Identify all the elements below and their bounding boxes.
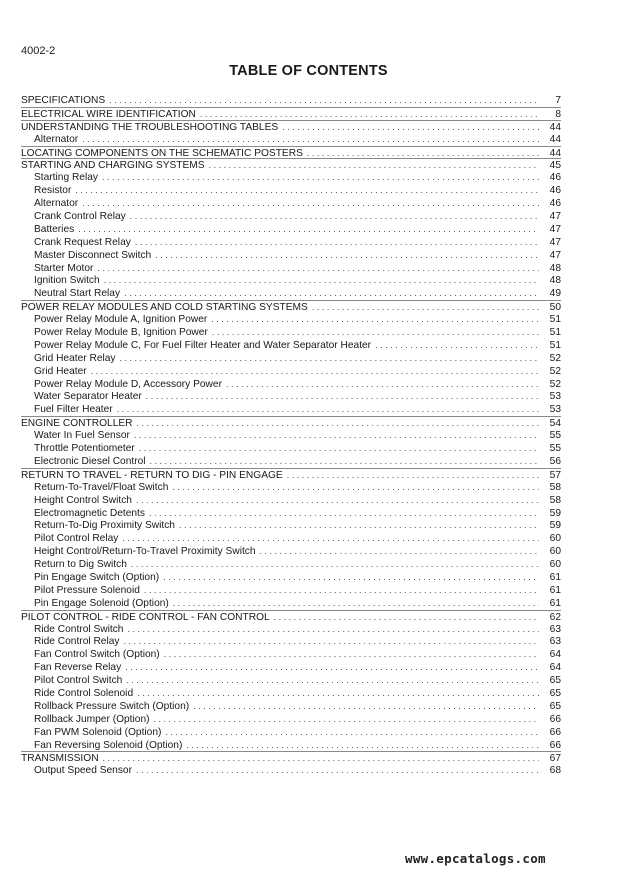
toc-subentry[interactable] bbox=[21, 326, 561, 339]
toc-entry-label: Fan Control Switch (Option) bbox=[34, 649, 160, 661]
toc-subentry[interactable] bbox=[21, 223, 561, 236]
toc-entry-page-number: 51 bbox=[549, 314, 561, 326]
toc-subentry[interactable] bbox=[21, 442, 561, 455]
toc-section-entry[interactable] bbox=[21, 107, 561, 120]
toc-entry-label: Fan Reverse Relay bbox=[34, 662, 122, 674]
dot-leader bbox=[136, 764, 539, 777]
toc-entry-page-number: 46 bbox=[549, 198, 561, 210]
toc-entry-page-number: 64 bbox=[549, 649, 561, 661]
toc-entry-page-number: 60 bbox=[549, 533, 561, 545]
toc-entry-page-number: 63 bbox=[549, 636, 561, 648]
page-title: TABLE OF CONTENTS bbox=[229, 63, 388, 79]
toc-entry-label: Crank Control Relay bbox=[34, 211, 126, 223]
toc-entry-label: Pilot Control Relay bbox=[34, 533, 119, 545]
toc-entry-label: STARTING AND CHARGING SYSTEMS bbox=[21, 160, 205, 172]
toc-subentry[interactable] bbox=[21, 249, 561, 262]
toc-entry-label: Grid Heater Relay bbox=[34, 352, 116, 364]
toc-subentry[interactable] bbox=[21, 558, 561, 571]
toc-subentry[interactable] bbox=[21, 352, 561, 365]
dot-leader bbox=[82, 197, 539, 210]
toc-entry-page-number: 59 bbox=[549, 520, 561, 532]
toc-entry-label: Return to Dig Switch bbox=[34, 559, 127, 571]
toc-entry-label: Power Relay Module A, Ignition Power bbox=[34, 314, 208, 326]
toc-subentry[interactable] bbox=[21, 739, 561, 752]
toc-subentry[interactable] bbox=[21, 726, 561, 739]
toc-entry-label: Pilot Pressure Solenoid bbox=[34, 584, 140, 596]
dot-leader bbox=[127, 623, 539, 636]
toc-subentry[interactable] bbox=[21, 184, 561, 197]
toc-entry-label: Fan Reversing Solenoid (Option) bbox=[34, 739, 183, 751]
dot-leader bbox=[149, 507, 539, 520]
toc-entry-page-number: 46 bbox=[549, 172, 561, 184]
toc-entry-label: Pilot Control Switch bbox=[34, 675, 123, 687]
dot-leader bbox=[120, 352, 539, 365]
toc-entry-label: LOCATING COMPONENTS ON THE SCHEMATIC POSTERS bbox=[21, 147, 303, 159]
toc-section-entry[interactable] bbox=[21, 751, 561, 764]
toc-entry-page-number: 51 bbox=[549, 339, 561, 351]
toc-section-entry[interactable] bbox=[21, 416, 561, 429]
toc-entry-page-number: 61 bbox=[549, 571, 561, 583]
toc-subentry[interactable] bbox=[21, 313, 561, 326]
toc-entry-label: Ride Control Relay bbox=[34, 636, 120, 648]
toc-entry-label: Return-To-Dig Proximity Switch bbox=[34, 520, 175, 532]
toc-entry-page-number: 61 bbox=[549, 597, 561, 609]
toc-entry-label: RETURN TO TRAVEL - RETURN TO DIG - PIN ENGAGE bbox=[21, 469, 283, 481]
dot-leader bbox=[135, 236, 539, 249]
toc-entry-label: Ride Control Solenoid bbox=[34, 687, 134, 699]
toc-entry-page-number: 55 bbox=[549, 443, 561, 455]
toc-subentry[interactable] bbox=[21, 687, 561, 700]
toc-entry-page-number: 68 bbox=[549, 765, 561, 777]
dot-leader bbox=[260, 545, 539, 558]
toc-entry-label: ELECTRICAL WIRE IDENTIFICATION bbox=[21, 108, 196, 120]
toc-entry-label: Power Relay Module B, Ignition Power bbox=[34, 327, 208, 339]
toc-subentry[interactable] bbox=[21, 274, 561, 287]
dot-leader bbox=[139, 442, 539, 455]
toc-entry-page-number: 51 bbox=[549, 327, 561, 339]
toc-entry-page-number: 44 bbox=[549, 147, 561, 159]
dot-leader bbox=[109, 94, 539, 107]
toc-section-entry[interactable] bbox=[21, 94, 561, 107]
table-of-contents bbox=[21, 94, 561, 777]
toc-entry-page-number: 65 bbox=[549, 675, 561, 687]
dot-leader bbox=[91, 365, 539, 378]
toc-entry-label: Height Control/Return-To-Travel Proximity Switch bbox=[34, 546, 256, 558]
toc-entry-page-number: 47 bbox=[549, 249, 561, 261]
toc-subentry[interactable] bbox=[21, 171, 561, 184]
toc-subentry[interactable] bbox=[21, 597, 561, 610]
toc-entry-label: Power Relay Module C, For Fuel Filter Heater and Water Separator Heater bbox=[34, 339, 372, 351]
toc-subentry[interactable] bbox=[21, 236, 561, 249]
toc-subentry[interactable] bbox=[21, 507, 561, 520]
toc-entry-label: Output Speed Sensor bbox=[34, 765, 132, 777]
dot-leader bbox=[97, 262, 539, 275]
toc-entry-label: Water In Fuel Sensor bbox=[34, 430, 130, 442]
toc-entry-page-number: 67 bbox=[549, 753, 561, 765]
toc-entry-label: TRANSMISSION bbox=[21, 753, 99, 765]
dot-leader bbox=[307, 147, 539, 160]
toc-section-entry[interactable] bbox=[21, 610, 561, 623]
toc-entry-page-number: 47 bbox=[549, 223, 561, 235]
toc-entry-page-number: 56 bbox=[549, 455, 561, 467]
toc-subentry[interactable] bbox=[21, 519, 561, 532]
toc-subentry[interactable] bbox=[21, 210, 561, 223]
toc-subentry[interactable] bbox=[21, 532, 561, 545]
toc-entry-page-number: 58 bbox=[549, 494, 561, 506]
toc-entry-page-number: 50 bbox=[549, 302, 561, 314]
dot-leader bbox=[179, 519, 539, 532]
dot-leader bbox=[173, 597, 539, 610]
toc-entry-page-number: 54 bbox=[549, 418, 561, 430]
dot-leader bbox=[165, 726, 539, 739]
dot-leader bbox=[134, 429, 539, 442]
dot-leader bbox=[130, 210, 539, 223]
toc-section-entry[interactable] bbox=[21, 468, 561, 481]
toc-entry-page-number: 53 bbox=[549, 391, 561, 403]
toc-entry-page-number: 61 bbox=[549, 584, 561, 596]
watermark: www.epcatalogs.com bbox=[405, 851, 546, 866]
toc-entry-page-number: 53 bbox=[549, 404, 561, 416]
toc-entry-page-number: 66 bbox=[549, 726, 561, 738]
dot-leader bbox=[117, 403, 539, 416]
toc-entry-label: Starter Motor bbox=[34, 262, 94, 274]
toc-subentry[interactable] bbox=[21, 661, 561, 674]
toc-entry-label: Alternator bbox=[34, 198, 79, 210]
toc-subentry[interactable] bbox=[21, 713, 561, 726]
toc-subentry[interactable] bbox=[21, 648, 561, 661]
toc-entry-label: Pin Engage Switch (Option) bbox=[34, 571, 160, 583]
dot-leader bbox=[136, 494, 539, 507]
dot-leader bbox=[226, 378, 539, 391]
toc-entry-page-number: 52 bbox=[549, 378, 561, 390]
dot-leader bbox=[124, 635, 540, 648]
toc-entry-page-number: 60 bbox=[549, 559, 561, 571]
toc-entry-label: Fan PWM Solenoid (Option) bbox=[34, 726, 162, 738]
dot-leader bbox=[164, 648, 539, 661]
toc-entry-label: ENGINE CONTROLLER bbox=[21, 418, 133, 430]
dot-leader bbox=[146, 390, 539, 403]
toc-subentry[interactable] bbox=[21, 674, 561, 687]
toc-section-entry[interactable] bbox=[21, 146, 561, 159]
toc-entry-label: Neutral Start Relay bbox=[34, 288, 121, 300]
toc-subentry[interactable] bbox=[21, 481, 561, 494]
dot-leader bbox=[150, 455, 539, 468]
toc-entry-page-number: 48 bbox=[549, 275, 561, 287]
toc-entry-label: Master Disconnect Switch bbox=[34, 249, 152, 261]
dot-leader bbox=[212, 326, 539, 339]
toc-entry-label: UNDERSTANDING THE TROUBLESHOOTING TABLES bbox=[21, 121, 279, 133]
dot-leader bbox=[122, 532, 539, 545]
toc-entry-page-number: 47 bbox=[549, 211, 561, 223]
toc-entry-page-number: 8 bbox=[555, 108, 561, 120]
toc-entry-page-number: 64 bbox=[549, 662, 561, 674]
toc-entry-label: PILOT CONTROL - RIDE CONTROL - FAN CONTROL bbox=[21, 611, 270, 623]
toc-entry-label: Power Relay Module D, Accessory Power bbox=[34, 378, 222, 390]
toc-entry-page-number: 52 bbox=[549, 352, 561, 364]
toc-entry-label: Resistor bbox=[34, 185, 72, 197]
dot-leader bbox=[200, 108, 539, 121]
toc-entry-page-number: 65 bbox=[549, 687, 561, 699]
toc-entry-page-number: 63 bbox=[549, 623, 561, 635]
dot-leader bbox=[78, 223, 539, 236]
toc-entry-label: Alternator bbox=[34, 133, 79, 145]
dot-leader bbox=[172, 481, 539, 494]
dot-leader bbox=[155, 249, 539, 262]
toc-subentry[interactable] bbox=[21, 584, 561, 597]
dot-leader bbox=[163, 571, 539, 584]
toc-subentry[interactable] bbox=[21, 133, 561, 146]
toc-subentry[interactable] bbox=[21, 378, 561, 391]
dot-leader bbox=[144, 584, 539, 597]
dot-leader bbox=[137, 687, 539, 700]
toc-entry-label: Ignition Switch bbox=[34, 275, 100, 287]
toc-section-entry[interactable] bbox=[21, 158, 561, 171]
dot-leader bbox=[154, 713, 540, 726]
toc-entry-page-number: 65 bbox=[549, 700, 561, 712]
toc-subentry[interactable] bbox=[21, 262, 561, 275]
toc-entry-page-number: 62 bbox=[549, 611, 561, 623]
toc-entry-label: Electronic Diesel Control bbox=[34, 455, 146, 467]
toc-entry-label: Crank Request Relay bbox=[34, 236, 131, 248]
toc-subentry[interactable] bbox=[21, 455, 561, 468]
toc-subentry[interactable] bbox=[21, 494, 561, 507]
dot-leader bbox=[82, 133, 539, 146]
toc-entry-page-number: 48 bbox=[549, 262, 561, 274]
toc-entry-page-number: 49 bbox=[549, 288, 561, 300]
toc-entry-label: Electromagnetic Detents bbox=[34, 507, 145, 519]
toc-entry-label: SPECIFICATIONS bbox=[21, 95, 106, 106]
toc-entry-page-number: 57 bbox=[549, 469, 561, 481]
toc-entry-page-number: 66 bbox=[549, 739, 561, 751]
toc-subentry[interactable] bbox=[21, 635, 561, 648]
dot-leader bbox=[125, 661, 539, 674]
toc-entry-page-number: 45 bbox=[549, 160, 561, 172]
toc-subentry[interactable] bbox=[21, 623, 561, 636]
toc-entry-label: Rollback Pressure Switch (Option) bbox=[34, 700, 190, 712]
toc-subentry[interactable] bbox=[21, 403, 561, 416]
toc-entry-label: Starting Relay bbox=[34, 172, 98, 184]
dot-leader bbox=[186, 739, 539, 752]
toc-entry-label: Ride Control Switch bbox=[34, 623, 124, 635]
toc-entry-label: Throttle Potentiometer bbox=[34, 443, 135, 455]
toc-subentry[interactable] bbox=[21, 365, 561, 378]
toc-entry-page-number: 58 bbox=[549, 481, 561, 493]
toc-subentry[interactable] bbox=[21, 197, 561, 210]
document-number: 4002-2 bbox=[21, 45, 56, 57]
toc-entry-page-number: 46 bbox=[549, 185, 561, 197]
toc-subentry[interactable] bbox=[21, 429, 561, 442]
toc-entry-page-number: 52 bbox=[549, 365, 561, 377]
toc-entry-label: Water Separator Heater bbox=[34, 391, 142, 403]
dot-leader bbox=[102, 171, 539, 184]
dot-leader bbox=[375, 339, 539, 352]
toc-entry-page-number: 7 bbox=[555, 95, 561, 106]
dot-leader bbox=[131, 558, 539, 571]
toc-subentry[interactable] bbox=[21, 700, 561, 713]
dot-leader bbox=[193, 700, 539, 713]
toc-entry-page-number: 47 bbox=[549, 236, 561, 248]
toc-subentry[interactable] bbox=[21, 287, 561, 300]
dot-leader bbox=[124, 287, 539, 300]
toc-subentry[interactable] bbox=[21, 390, 561, 403]
toc-entry-page-number: 44 bbox=[549, 133, 561, 145]
toc-entry-page-number: 44 bbox=[549, 121, 561, 133]
toc-entry-page-number: 60 bbox=[549, 546, 561, 558]
toc-entry-label: Batteries bbox=[34, 223, 75, 235]
toc-entry-label: Fuel Filter Heater bbox=[34, 404, 113, 416]
toc-entry-label: Height Control Switch bbox=[34, 494, 132, 506]
toc-subentry[interactable] bbox=[21, 339, 561, 352]
dot-leader bbox=[104, 274, 539, 287]
toc-entry-label: Grid Heater bbox=[34, 365, 87, 377]
toc-entry-label: Pin Engage Solenoid (Option) bbox=[34, 597, 169, 609]
toc-subentry[interactable] bbox=[21, 545, 561, 558]
toc-subentry[interactable] bbox=[21, 764, 561, 777]
toc-entry-page-number: 59 bbox=[549, 507, 561, 519]
toc-entry-label: POWER RELAY MODULES AND COLD STARTING SYSTEMS bbox=[21, 302, 308, 314]
toc-entry-label: Rollback Jumper (Option) bbox=[34, 713, 150, 725]
toc-entry-page-number: 55 bbox=[549, 430, 561, 442]
toc-entry-page-number: 66 bbox=[549, 713, 561, 725]
dot-leader bbox=[126, 674, 539, 687]
toc-entry-label: Return-To-Travel/Float Switch bbox=[34, 481, 169, 493]
dot-leader bbox=[211, 313, 539, 326]
toc-subentry[interactable] bbox=[21, 571, 561, 584]
dot-leader bbox=[75, 184, 539, 197]
toc-section-entry[interactable] bbox=[21, 120, 561, 133]
toc-section-entry[interactable] bbox=[21, 300, 561, 313]
